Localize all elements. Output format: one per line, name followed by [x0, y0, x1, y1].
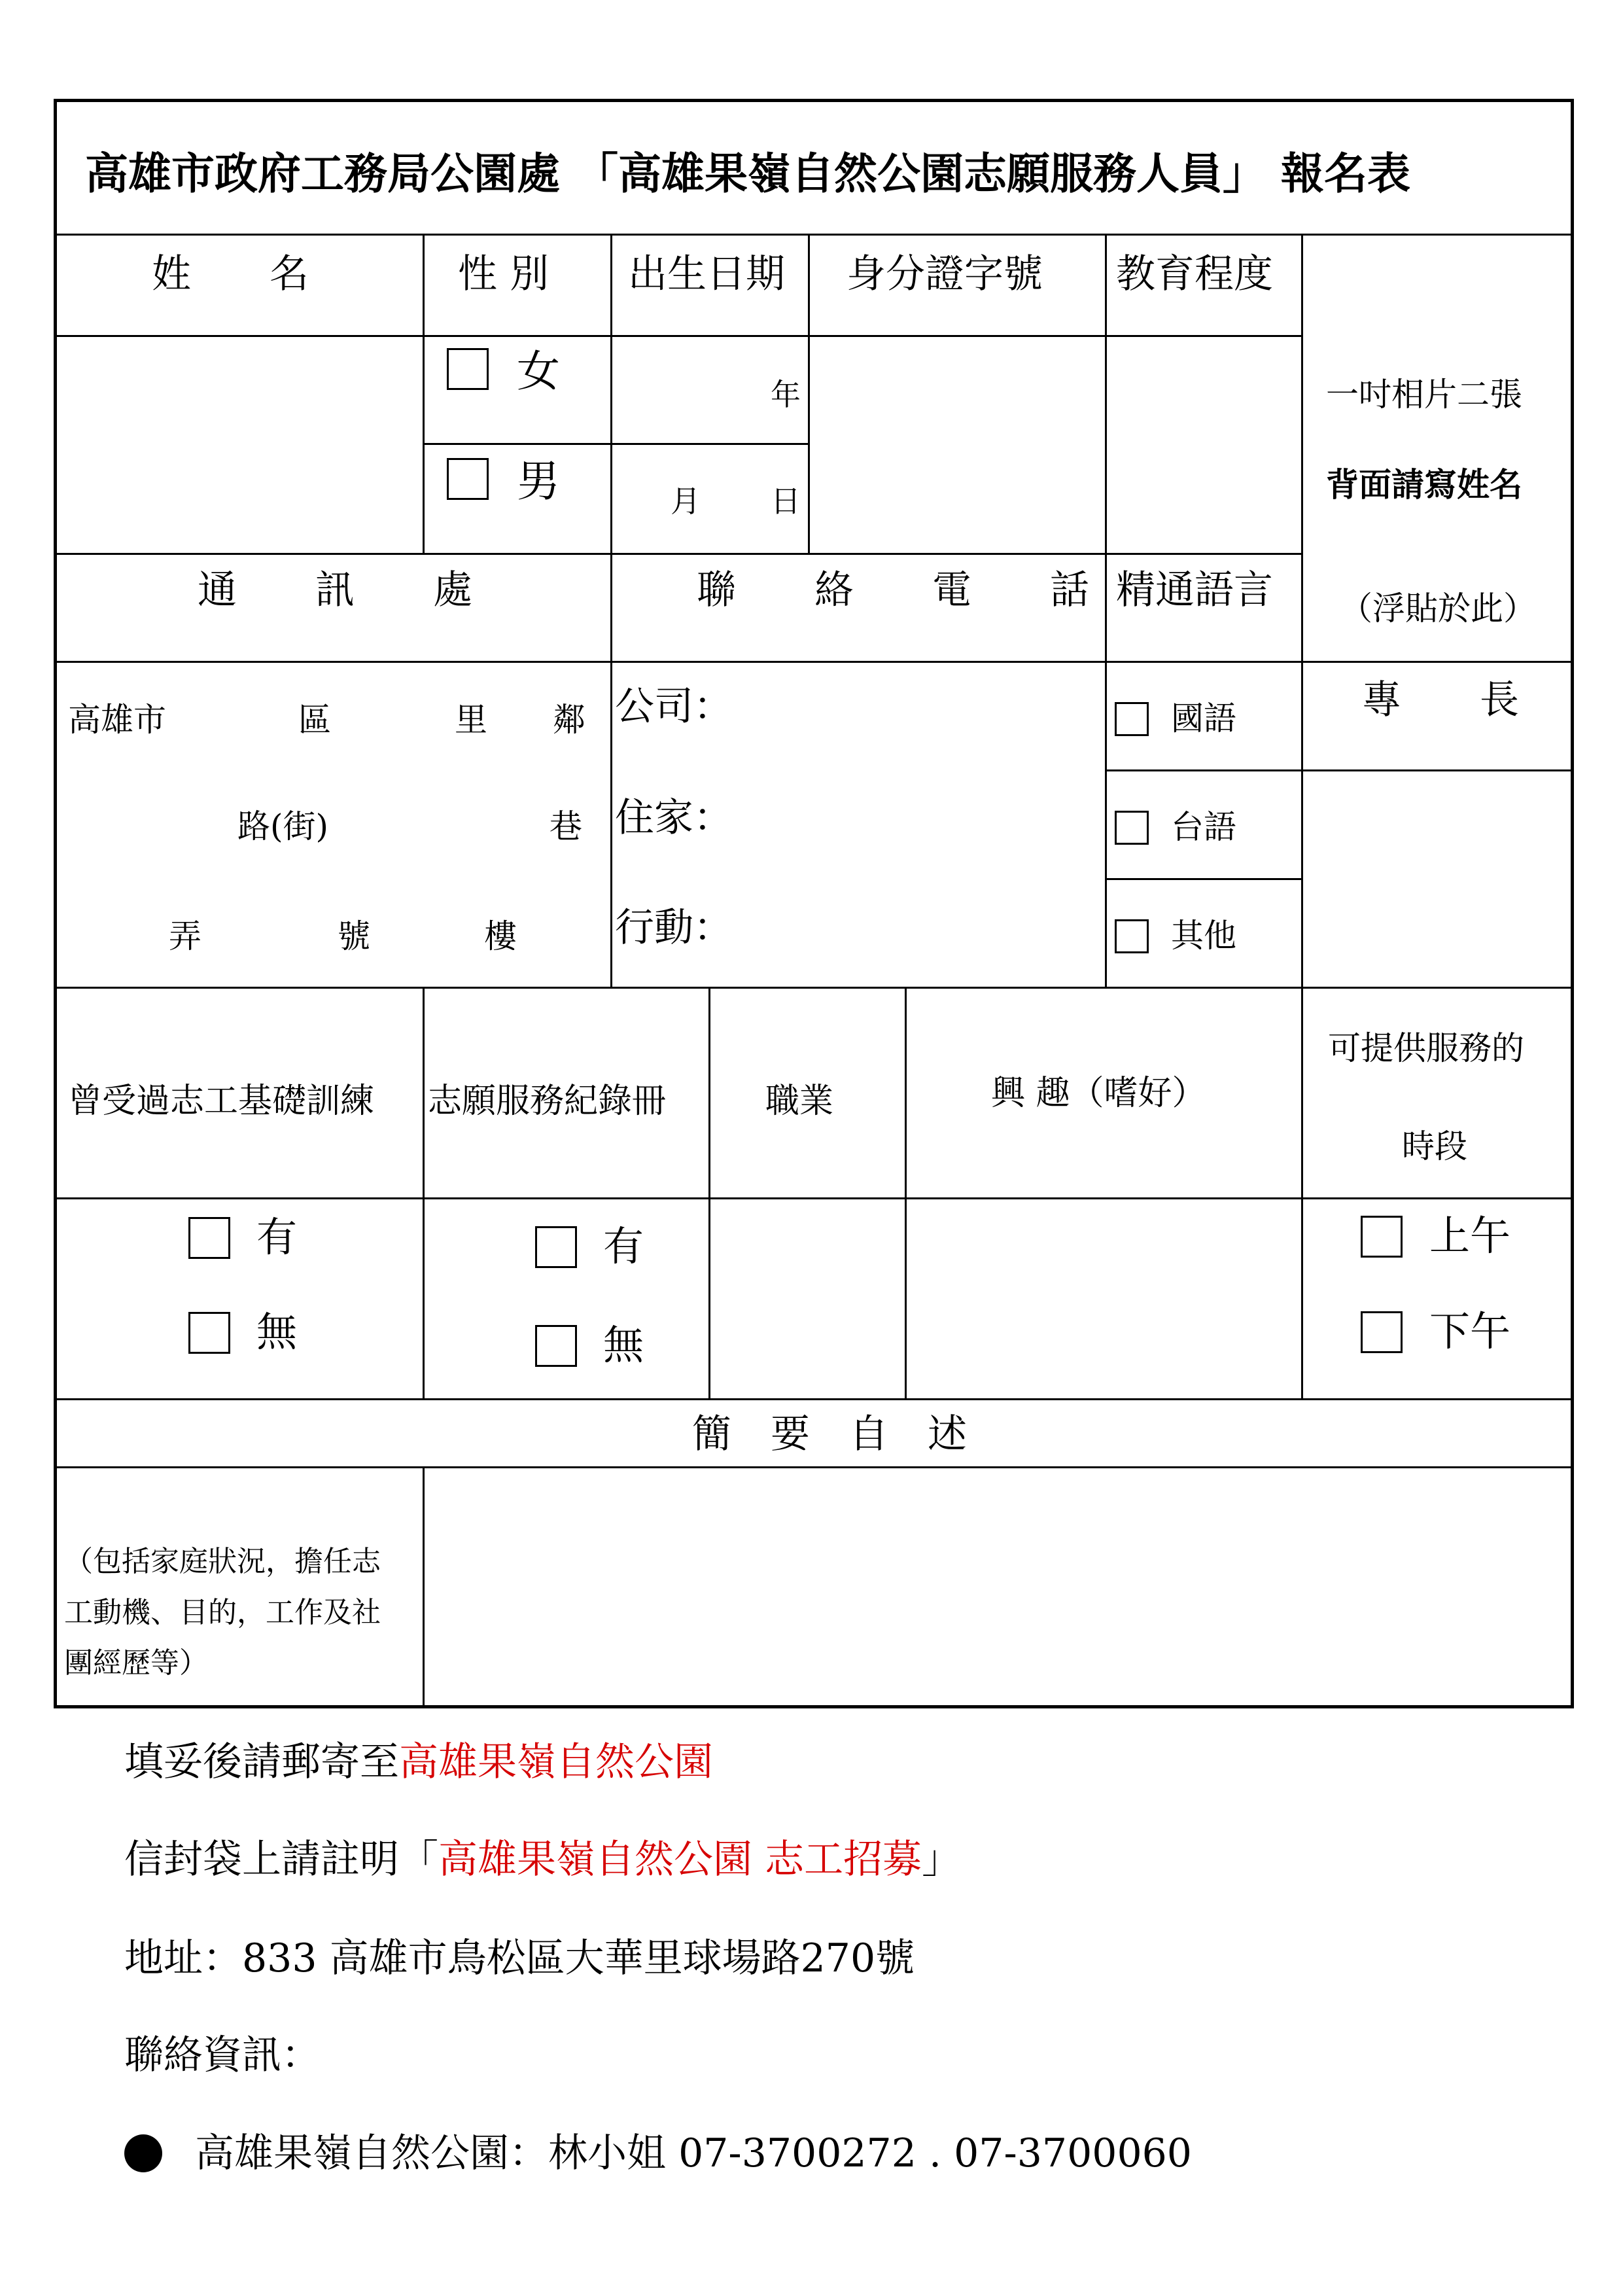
address-district: 區: [298, 701, 331, 739]
male-label: 男: [517, 456, 560, 506]
rule: [56, 1197, 1572, 1199]
envelope-suffix: 」: [922, 1837, 962, 1882]
taiwanese-label: 台語: [1171, 808, 1236, 846]
header-record: 志願服務紀錄冊: [428, 1082, 667, 1121]
rule: [808, 234, 810, 554]
mail-instruction-prefix: 填妥後請郵寄至: [124, 1739, 399, 1785]
record-no-checkbox[interactable]: [535, 1325, 577, 1367]
rule: [423, 234, 425, 554]
record-no-label: 無: [603, 1321, 644, 1369]
rule: [56, 987, 1572, 989]
address-road: 路(街): [237, 807, 329, 845]
header-id: 身分證字號: [846, 251, 1043, 297]
address-lane: 巷: [550, 807, 582, 845]
address-lin: 鄰: [553, 701, 585, 739]
phone-company-label: 公司：: [615, 684, 733, 730]
rule: [1105, 234, 1107, 987]
female-checkbox[interactable]: [447, 348, 489, 390]
rule: [423, 443, 808, 445]
address-alley: 弄: [169, 917, 201, 955]
male-checkbox[interactable]: [447, 458, 489, 500]
address-number: 號: [338, 917, 370, 955]
self-intro-note-1: （包括家庭狀況，擔任志: [64, 1545, 381, 1578]
record-yes-checkbox[interactable]: [535, 1226, 577, 1268]
header-slot-2: 時段: [1402, 1127, 1467, 1165]
record-yes-label: 有: [603, 1222, 644, 1270]
contact-label: 聯絡資訊：: [124, 2032, 321, 2078]
header-birth: 出生日期: [628, 251, 785, 297]
rule: [423, 987, 425, 1398]
rule: [56, 661, 1572, 663]
birth-year-label: 年: [771, 377, 801, 412]
self-intro-note-2: 工動機、目的，工作及社: [64, 1596, 381, 1629]
taiwanese-checkbox[interactable]: [1115, 811, 1149, 845]
envelope-instruction: [124, 1837, 962, 1882]
other-language-checkbox[interactable]: [1115, 919, 1149, 953]
envelope-mark: 高雄果嶺自然公園 志工招募: [438, 1837, 922, 1882]
header-address: 通 訊 處: [198, 567, 472, 613]
rule: [1105, 878, 1302, 880]
rule: [56, 553, 1302, 555]
rule: [423, 1466, 425, 1708]
header-slot-1: 可提供服務的: [1328, 1029, 1524, 1067]
birth-day-label: 日: [771, 484, 801, 519]
rule: [610, 234, 612, 987]
header-gender: 性 別: [458, 251, 550, 297]
rule: [905, 987, 907, 1398]
form-title: 高雄市政府工務局公園處 「高雄果嶺自然公園志願服務人員」 報名表: [85, 148, 1410, 199]
phone-mobile-label: 行動：: [615, 905, 733, 951]
header-name: 姓 名: [152, 251, 309, 297]
mail-instruction: [124, 1739, 713, 1785]
training-no-checkbox[interactable]: [188, 1312, 230, 1354]
female-label: 女: [517, 346, 560, 397]
training-yes-label: 有: [256, 1213, 298, 1261]
other-language-label: 其他: [1171, 917, 1236, 955]
header-education: 教育程度: [1116, 251, 1273, 297]
address-city: 高雄市: [68, 701, 166, 739]
photo-note-2: 背面請寫姓名: [1326, 465, 1522, 504]
mandarin-label: 國語: [1171, 699, 1236, 737]
photo-note-1: 一吋相片二張: [1326, 376, 1522, 414]
self-intro-note-3: 團經歷等）: [64, 1646, 208, 1680]
slot-am-checkbox[interactable]: [1361, 1216, 1403, 1258]
rule: [1301, 234, 1303, 1398]
phone-home-label: 住家：: [615, 795, 733, 841]
photo-note-3: （浮貼於此）: [1340, 590, 1536, 627]
rule: [708, 987, 710, 1398]
header-specialty: 專 長: [1362, 677, 1519, 723]
header-occupation: 職業: [765, 1082, 834, 1121]
slot-pm-checkbox[interactable]: [1361, 1311, 1403, 1353]
self-intro-heading: 簡 要 自 述: [692, 1411, 967, 1457]
rule: [56, 335, 1302, 337]
rule: [56, 1466, 1572, 1468]
birth-month-label: 月: [671, 484, 701, 519]
training-no-label: 無: [256, 1308, 298, 1356]
header-phone: 聯 絡 電 話: [697, 567, 1089, 613]
rule: [56, 1398, 1572, 1400]
envelope-prefix: 信封袋上請註明「: [124, 1837, 438, 1882]
mail-target: 高雄果嶺自然公園: [399, 1739, 713, 1785]
rule: [56, 234, 1572, 236]
mailing-address: 地址：833 高雄市鳥松區大華里球場路270號: [124, 1935, 915, 1981]
rule: [1105, 769, 1572, 771]
bullet-icon: [124, 2134, 162, 2172]
slot-am-label: 上午: [1429, 1212, 1511, 1260]
header-hobby: 興 趣（嗜好）: [991, 1074, 1206, 1113]
address-li: 里: [455, 701, 487, 739]
header-training: 曾受過志工基礎訓練: [68, 1082, 375, 1121]
mandarin-checkbox[interactable]: [1115, 702, 1149, 736]
slot-pm-label: 下午: [1429, 1307, 1511, 1355]
header-language: 精通語言: [1116, 567, 1273, 613]
training-yes-checkbox[interactable]: [188, 1217, 230, 1259]
address-floor: 樓: [484, 917, 517, 955]
contact-detail: 高雄果嶺自然公園：林小姐 07-3700272 . 07-3700060: [195, 2130, 1192, 2176]
